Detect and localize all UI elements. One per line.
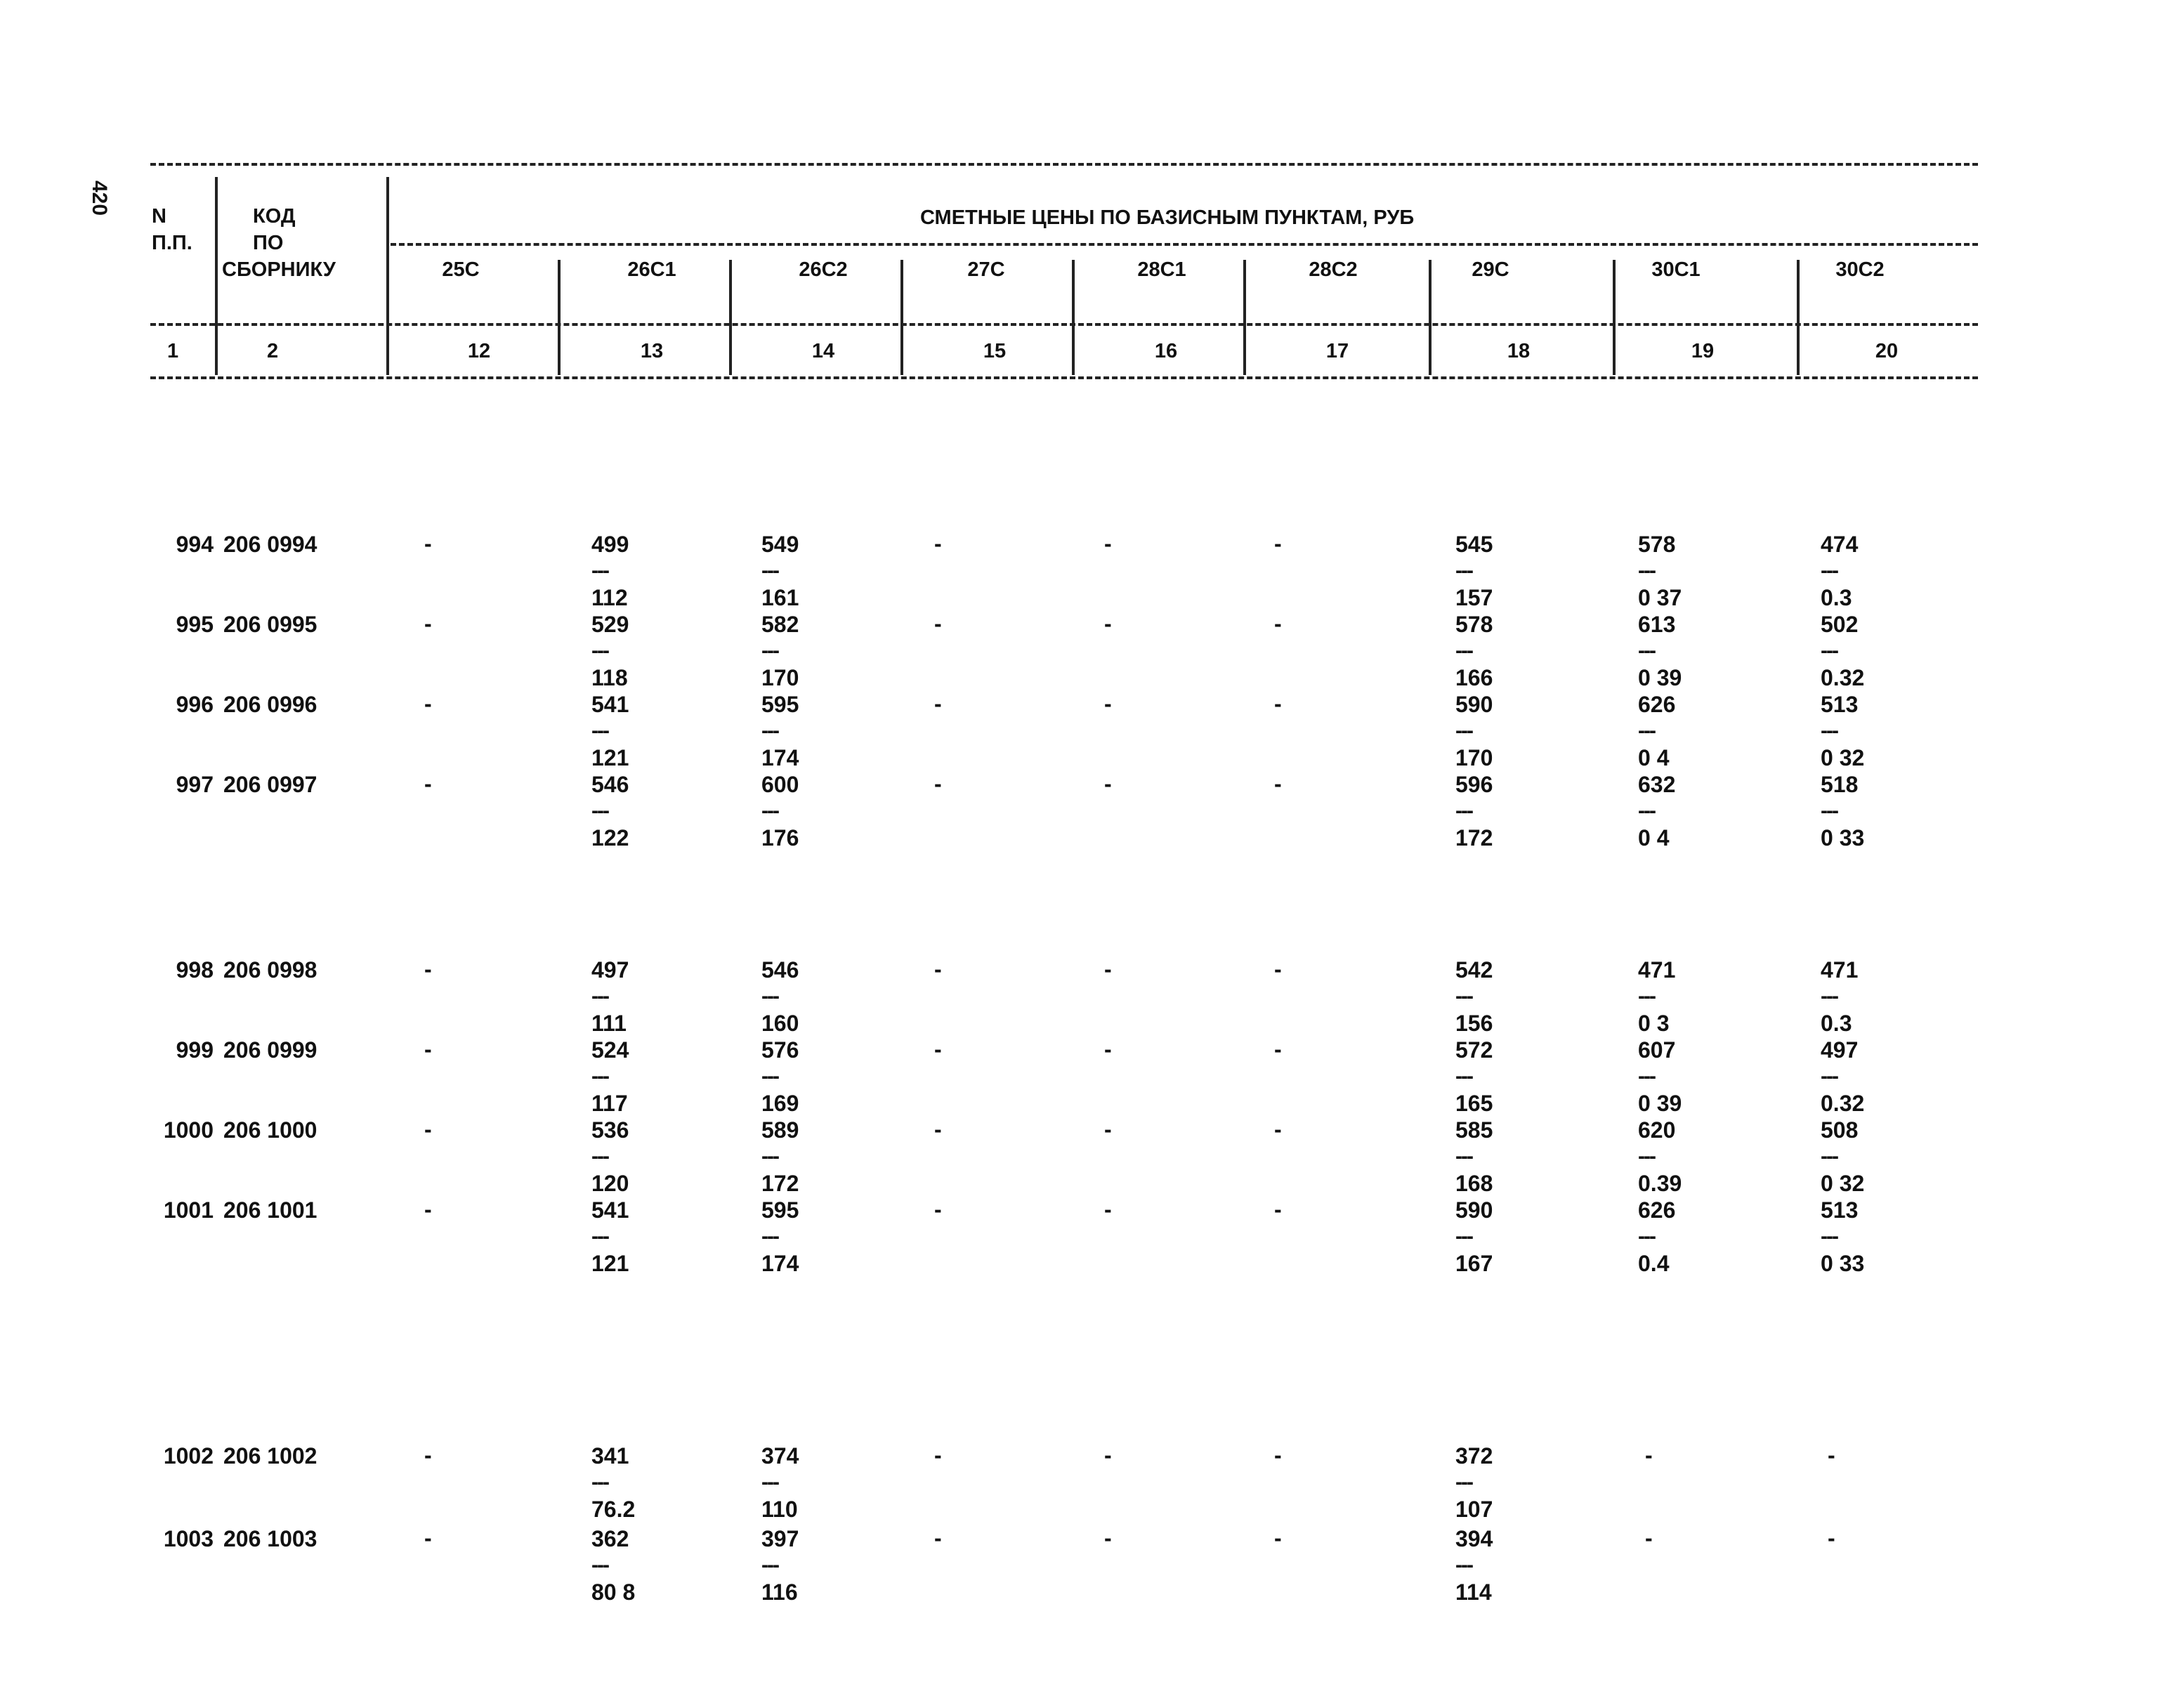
price-fraction-c20 — [1821, 611, 1864, 691]
fraction-bar: --- — [591, 1471, 608, 1494]
price-fraction-c19 — [1638, 691, 1675, 771]
price-secondary: 0 33 — [1821, 1251, 1865, 1276]
empty-value-c15: - — [934, 957, 942, 982]
price-value: 613 — [1638, 612, 1676, 637]
fraction-bar: --- — [761, 1065, 778, 1088]
price-value: 394 — [1455, 1526, 1493, 1551]
price-fraction-c20 — [1821, 531, 1858, 611]
column-header: 28С2 — [1309, 258, 1358, 281]
price-value: 362 — [591, 1526, 629, 1551]
row-number: 997 — [176, 772, 214, 797]
fraction-bar: --- — [761, 1471, 778, 1494]
group-title-rule — [391, 243, 1978, 246]
empty-value-c16: - — [1104, 1525, 1112, 1551]
price-fraction-c19 — [1638, 1197, 1675, 1277]
column-number: 1 — [167, 340, 179, 362]
empty-value-c16: - — [1104, 1037, 1112, 1062]
price-value: 632 — [1638, 772, 1676, 797]
price-fraction-c20 — [1821, 771, 1864, 851]
empty-value-c17: - — [1274, 771, 1282, 796]
price-value: 576 — [761, 1037, 799, 1063]
price-fraction-c14 — [761, 1197, 799, 1277]
price-secondary: 107 — [1455, 1497, 1493, 1522]
column-header: 30С2 — [1835, 258, 1885, 281]
price-value: 497 — [1821, 1037, 1859, 1063]
price-secondary: 0.32 — [1821, 665, 1865, 690]
price-fraction-c18 — [1455, 691, 1493, 771]
fraction-bar: --- — [761, 719, 778, 742]
fraction-bar: --- — [591, 799, 608, 822]
empty-value-c15: - — [934, 531, 942, 556]
col-separator — [900, 260, 903, 375]
price-secondary: 0 4 — [1638, 825, 1670, 850]
price-secondary: 0 3 — [1638, 1011, 1670, 1036]
col-separator — [729, 260, 732, 375]
price-secondary: 156 — [1455, 1011, 1493, 1036]
row-code: 206 1000 — [223, 1117, 317, 1143]
row-number: 994 — [176, 532, 214, 557]
empty-value-c17: - — [1274, 1117, 1282, 1142]
price-fraction-c18 — [1455, 1443, 1493, 1523]
price-fraction-c13 — [591, 1197, 629, 1277]
price-value: 499 — [591, 532, 629, 557]
price-fraction-c18 — [1455, 1117, 1493, 1197]
header-sborniku: СБОРНИКУ — [222, 258, 336, 281]
price-fraction-c20 — [1821, 1117, 1864, 1197]
price-fraction-c14 — [761, 1443, 799, 1523]
price-fraction-c18 — [1455, 1037, 1493, 1117]
fraction-bar: --- — [1455, 1471, 1472, 1494]
column-header: 29С — [1472, 258, 1509, 281]
price-fraction-c13 — [591, 611, 629, 691]
price-value: 474 — [1821, 532, 1859, 557]
price-secondary: 176 — [761, 825, 799, 850]
price-value: 590 — [1455, 692, 1493, 717]
price-fraction-c14 — [761, 531, 799, 611]
price-fraction-c20 — [1821, 1197, 1864, 1277]
fraction-bar: --- — [1455, 985, 1472, 1008]
row-number: 1003 — [163, 1526, 214, 1551]
price-secondary: 166 — [1455, 665, 1493, 690]
price-fraction-c19 — [1638, 1117, 1682, 1197]
price-value: 536 — [591, 1117, 629, 1143]
price-secondary: 172 — [1455, 825, 1493, 850]
column-header: 26С2 — [799, 258, 848, 281]
price-value: 590 — [1455, 1197, 1493, 1223]
price-secondary: 0.3 — [1821, 585, 1852, 610]
price-value: 595 — [761, 692, 799, 717]
row-code: 206 0994 — [223, 532, 317, 557]
empty-value-c15: - — [934, 1117, 942, 1142]
price-fraction-c13 — [591, 691, 629, 771]
row-code: 206 1002 — [223, 1443, 317, 1469]
price-secondary: 0.3 — [1821, 1011, 1852, 1036]
price-value: 546 — [591, 772, 629, 797]
fraction-bar: --- — [761, 985, 778, 1008]
price-secondary: 76.2 — [591, 1497, 636, 1522]
price-secondary: 165 — [1455, 1091, 1493, 1116]
price-secondary: 0 37 — [1638, 585, 1682, 610]
price-secondary: 170 — [761, 665, 799, 690]
price-fraction-c18 — [1455, 771, 1493, 851]
column-number: 18 — [1507, 340, 1531, 362]
row-number: 998 — [176, 957, 214, 983]
price-fraction-c19 — [1638, 531, 1682, 611]
price-secondary: 157 — [1455, 585, 1493, 610]
price-value: 372 — [1455, 1443, 1493, 1469]
row-code: 206 0996 — [223, 692, 317, 717]
empty-value-c17: - — [1274, 1443, 1282, 1468]
price-value: 572 — [1455, 1037, 1493, 1063]
price-value: 546 — [761, 957, 799, 983]
price-value: 497 — [591, 957, 629, 983]
fraction-bar: --- — [1821, 799, 1837, 822]
empty-value-c20: - — [1828, 1525, 1835, 1551]
column-number: 15 — [983, 340, 1007, 362]
price-secondary: 117 — [591, 1091, 628, 1116]
empty-value-c17: - — [1274, 957, 1282, 982]
price-secondary: 0 4 — [1638, 745, 1670, 770]
price-value: 607 — [1638, 1037, 1676, 1063]
column-header: 30С1 — [1651, 258, 1701, 281]
price-secondary: 0 39 — [1638, 1091, 1682, 1116]
price-fraction-c18 — [1455, 957, 1493, 1037]
column-number: 14 — [811, 340, 835, 362]
price-value: 541 — [591, 1197, 629, 1223]
empty-value-c12: - — [424, 1525, 432, 1551]
page-number: 420 — [88, 180, 111, 216]
column-number: 2 — [267, 340, 279, 362]
empty-value-c19: - — [1645, 1525, 1653, 1551]
column-number: 19 — [1691, 340, 1715, 362]
price-fraction-c18 — [1455, 1525, 1493, 1605]
empty-value-c15: - — [934, 1525, 942, 1551]
price-value: 471 — [1638, 957, 1676, 983]
empty-value-c15: - — [934, 1037, 942, 1062]
empty-value-c12: - — [424, 957, 432, 982]
price-fraction-c13 — [591, 1443, 635, 1523]
price-fraction-c13 — [591, 957, 629, 1037]
fraction-bar: --- — [1455, 639, 1472, 662]
price-secondary: 112 — [591, 585, 628, 610]
price-fraction-c14 — [761, 611, 799, 691]
column-header: 25С — [442, 258, 480, 281]
row-number: 1000 — [163, 1117, 214, 1143]
price-fraction-c13 — [591, 1037, 629, 1117]
price-secondary: 116 — [761, 1579, 798, 1605]
row-number: 1002 — [163, 1443, 214, 1469]
price-secondary: 169 — [761, 1091, 799, 1116]
empty-value-c17: - — [1274, 1037, 1282, 1062]
price-value: 341 — [591, 1443, 629, 1469]
price-fraction-c19 — [1638, 957, 1675, 1037]
price-value: 578 — [1455, 612, 1493, 637]
empty-value-c12: - — [424, 531, 432, 556]
column-title-rule — [150, 323, 1978, 326]
price-fraction-c20 — [1821, 1037, 1864, 1117]
price-value: 471 — [1821, 957, 1859, 983]
price-value: 549 — [761, 532, 799, 557]
price-fraction-c13 — [591, 531, 629, 611]
price-value: 524 — [591, 1037, 629, 1063]
col-separator — [558, 260, 561, 375]
fraction-bar: --- — [591, 1225, 608, 1248]
price-value: 596 — [1455, 772, 1493, 797]
fraction-bar: --- — [1455, 1553, 1472, 1577]
fraction-bar: --- — [591, 639, 608, 662]
fraction-bar: --- — [1455, 1225, 1472, 1248]
fraction-bar: --- — [1638, 799, 1655, 822]
empty-value-c15: - — [934, 771, 942, 796]
price-value: 513 — [1821, 692, 1859, 717]
fraction-bar: --- — [1455, 719, 1472, 742]
empty-value-c16: - — [1104, 957, 1112, 982]
price-fraction-c18 — [1455, 611, 1493, 691]
price-secondary: 114 — [1455, 1579, 1492, 1605]
fraction-bar: --- — [1638, 985, 1655, 1008]
fraction-bar: --- — [591, 559, 608, 582]
column-number: 16 — [1154, 340, 1178, 362]
price-fraction-c14 — [761, 1525, 799, 1605]
price-fraction-c13 — [591, 1525, 635, 1605]
price-secondary: 0 32 — [1821, 745, 1865, 770]
price-value: 541 — [591, 692, 629, 717]
row-code: 206 1003 — [223, 1526, 317, 1551]
empty-value-c16: - — [1104, 531, 1112, 556]
row-code: 206 0995 — [223, 612, 317, 637]
price-secondary: 120 — [591, 1171, 629, 1196]
empty-value-c12: - — [424, 1117, 432, 1142]
column-number: 20 — [1875, 340, 1899, 362]
price-secondary: 0 32 — [1821, 1171, 1865, 1196]
fraction-bar: --- — [761, 639, 778, 662]
price-value: 620 — [1638, 1117, 1676, 1143]
fraction-bar: --- — [1638, 1065, 1655, 1088]
fraction-bar: --- — [1455, 1145, 1472, 1168]
fraction-bar: --- — [591, 1065, 608, 1088]
price-secondary: 110 — [761, 1497, 798, 1522]
fraction-bar: --- — [1821, 719, 1837, 742]
header-top-rule — [150, 163, 1978, 166]
price-value: 518 — [1821, 772, 1859, 797]
row-number: 1001 — [163, 1197, 214, 1223]
price-value: 595 — [761, 1197, 799, 1223]
empty-value-c17: - — [1274, 611, 1282, 636]
price-secondary: 80 8 — [591, 1579, 636, 1605]
price-fraction-c13 — [591, 771, 629, 851]
column-number: 12 — [467, 340, 491, 362]
price-secondary: 122 — [591, 825, 629, 850]
price-value: 374 — [761, 1443, 799, 1469]
price-fraction-c14 — [761, 1037, 799, 1117]
fraction-bar: --- — [1455, 1065, 1472, 1088]
empty-value-c16: - — [1104, 691, 1112, 716]
column-header: 26С1 — [627, 258, 676, 281]
header-pp: П.П. — [152, 232, 192, 254]
price-secondary: 174 — [761, 745, 799, 770]
price-value: 397 — [761, 1526, 799, 1551]
price-fraction-c14 — [761, 1117, 799, 1197]
price-value: 542 — [1455, 957, 1493, 983]
fraction-bar: --- — [1821, 1145, 1837, 1168]
price-secondary: 121 — [591, 745, 629, 770]
column-header: 28С1 — [1137, 258, 1186, 281]
price-fraction-c14 — [761, 771, 799, 851]
header-bottom-rule — [150, 376, 1978, 379]
price-secondary: 118 — [591, 665, 628, 690]
fraction-bar: --- — [761, 1225, 778, 1248]
header-n: N — [152, 205, 166, 228]
empty-value-c17: - — [1274, 691, 1282, 716]
col-separator — [1243, 260, 1246, 375]
price-secondary: 0.4 — [1638, 1251, 1670, 1276]
empty-value-c16: - — [1104, 1197, 1112, 1222]
fraction-bar: --- — [1821, 1225, 1837, 1248]
price-fraction-c18 — [1455, 531, 1493, 611]
price-secondary: 0 33 — [1821, 825, 1865, 850]
fraction-bar: --- — [1638, 1145, 1655, 1168]
price-secondary: 0.39 — [1638, 1171, 1682, 1196]
price-value: 626 — [1638, 1197, 1676, 1223]
price-fraction-c14 — [761, 691, 799, 771]
empty-value-c16: - — [1104, 771, 1112, 796]
empty-value-c17: - — [1274, 1525, 1282, 1551]
empty-value-c12: - — [424, 1037, 432, 1062]
fraction-bar: --- — [1821, 985, 1837, 1008]
header-kod: КОД — [253, 205, 296, 228]
price-secondary: 111 — [591, 1011, 627, 1036]
fraction-bar: --- — [761, 1553, 778, 1577]
fraction-bar: --- — [1821, 1065, 1837, 1088]
fraction-bar: --- — [1821, 639, 1837, 662]
price-fraction-c20 — [1821, 691, 1864, 771]
price-fraction-c20 — [1821, 957, 1858, 1037]
price-value: 585 — [1455, 1117, 1493, 1143]
row-number: 999 — [176, 1037, 214, 1063]
price-secondary: 172 — [761, 1171, 799, 1196]
price-fraction-c14 — [761, 957, 799, 1037]
price-value: 582 — [761, 612, 799, 637]
price-secondary: 161 — [761, 585, 799, 610]
empty-value-c20: - — [1828, 1443, 1835, 1468]
price-secondary: 121 — [591, 1251, 629, 1276]
fraction-bar: --- — [761, 1145, 778, 1168]
fraction-bar: --- — [761, 559, 778, 582]
price-value: 600 — [761, 772, 799, 797]
header-po: ПО — [253, 232, 284, 254]
price-secondary: 167 — [1455, 1251, 1493, 1276]
price-fraction-c19 — [1638, 771, 1675, 851]
row-code: 206 0997 — [223, 772, 317, 797]
fraction-bar: --- — [1455, 799, 1472, 822]
row-number: 996 — [176, 692, 214, 717]
fraction-bar: --- — [761, 799, 778, 822]
price-secondary: 0.32 — [1821, 1091, 1865, 1116]
empty-value-c19: - — [1645, 1443, 1653, 1468]
col-separator — [215, 177, 218, 375]
price-value: 508 — [1821, 1117, 1859, 1143]
empty-value-c15: - — [934, 1197, 942, 1222]
fraction-bar: --- — [591, 719, 608, 742]
empty-value-c17: - — [1274, 531, 1282, 556]
price-value: 545 — [1455, 532, 1493, 557]
price-value: 502 — [1821, 612, 1859, 637]
column-number: 17 — [1325, 340, 1349, 362]
group-title: СМЕТНЫЕ ЦЕНЫ ПО БАЗИСНЫМ ПУНКТАМ, РУБ — [920, 206, 1415, 229]
price-value: 578 — [1638, 532, 1676, 557]
column-number: 13 — [640, 340, 664, 362]
fraction-bar: --- — [591, 985, 608, 1008]
fraction-bar: --- — [1638, 639, 1655, 662]
empty-value-c15: - — [934, 611, 942, 636]
price-fraction-c13 — [591, 1117, 629, 1197]
row-code: 206 0999 — [223, 1037, 317, 1063]
price-secondary: 168 — [1455, 1171, 1493, 1196]
col-separator — [1072, 260, 1075, 375]
column-header: 27С — [967, 258, 1005, 281]
empty-value-c12: - — [424, 611, 432, 636]
price-value: 589 — [761, 1117, 799, 1143]
empty-value-c12: - — [424, 771, 432, 796]
price-secondary: 174 — [761, 1251, 799, 1276]
empty-value-c15: - — [934, 691, 942, 716]
fraction-bar: --- — [591, 1553, 608, 1577]
row-code: 206 0998 — [223, 957, 317, 983]
fraction-bar: --- — [1638, 559, 1655, 582]
price-fraction-c18 — [1455, 1197, 1493, 1277]
empty-value-c16: - — [1104, 611, 1112, 636]
price-value: 529 — [591, 612, 629, 637]
price-secondary: 170 — [1455, 745, 1493, 770]
price-fraction-c19 — [1638, 1037, 1682, 1117]
empty-value-c12: - — [424, 1197, 432, 1222]
empty-value-c17: - — [1274, 1197, 1282, 1222]
empty-value-c12: - — [424, 691, 432, 716]
price-secondary: 160 — [761, 1011, 799, 1036]
price-fraction-c19 — [1638, 611, 1682, 691]
fraction-bar: --- — [1821, 559, 1837, 582]
price-value: 513 — [1821, 1197, 1859, 1223]
price-secondary: 0 39 — [1638, 665, 1682, 690]
empty-value-c12: - — [424, 1443, 432, 1468]
row-number: 995 — [176, 612, 214, 637]
empty-value-c16: - — [1104, 1117, 1112, 1142]
fraction-bar: --- — [1638, 719, 1655, 742]
empty-value-c16: - — [1104, 1443, 1112, 1468]
fraction-bar: --- — [1455, 559, 1472, 582]
empty-value-c15: - — [934, 1443, 942, 1468]
row-code: 206 1001 — [223, 1197, 317, 1223]
fraction-bar: --- — [1638, 1225, 1655, 1248]
price-value: 626 — [1638, 692, 1676, 717]
fraction-bar: --- — [591, 1145, 608, 1168]
